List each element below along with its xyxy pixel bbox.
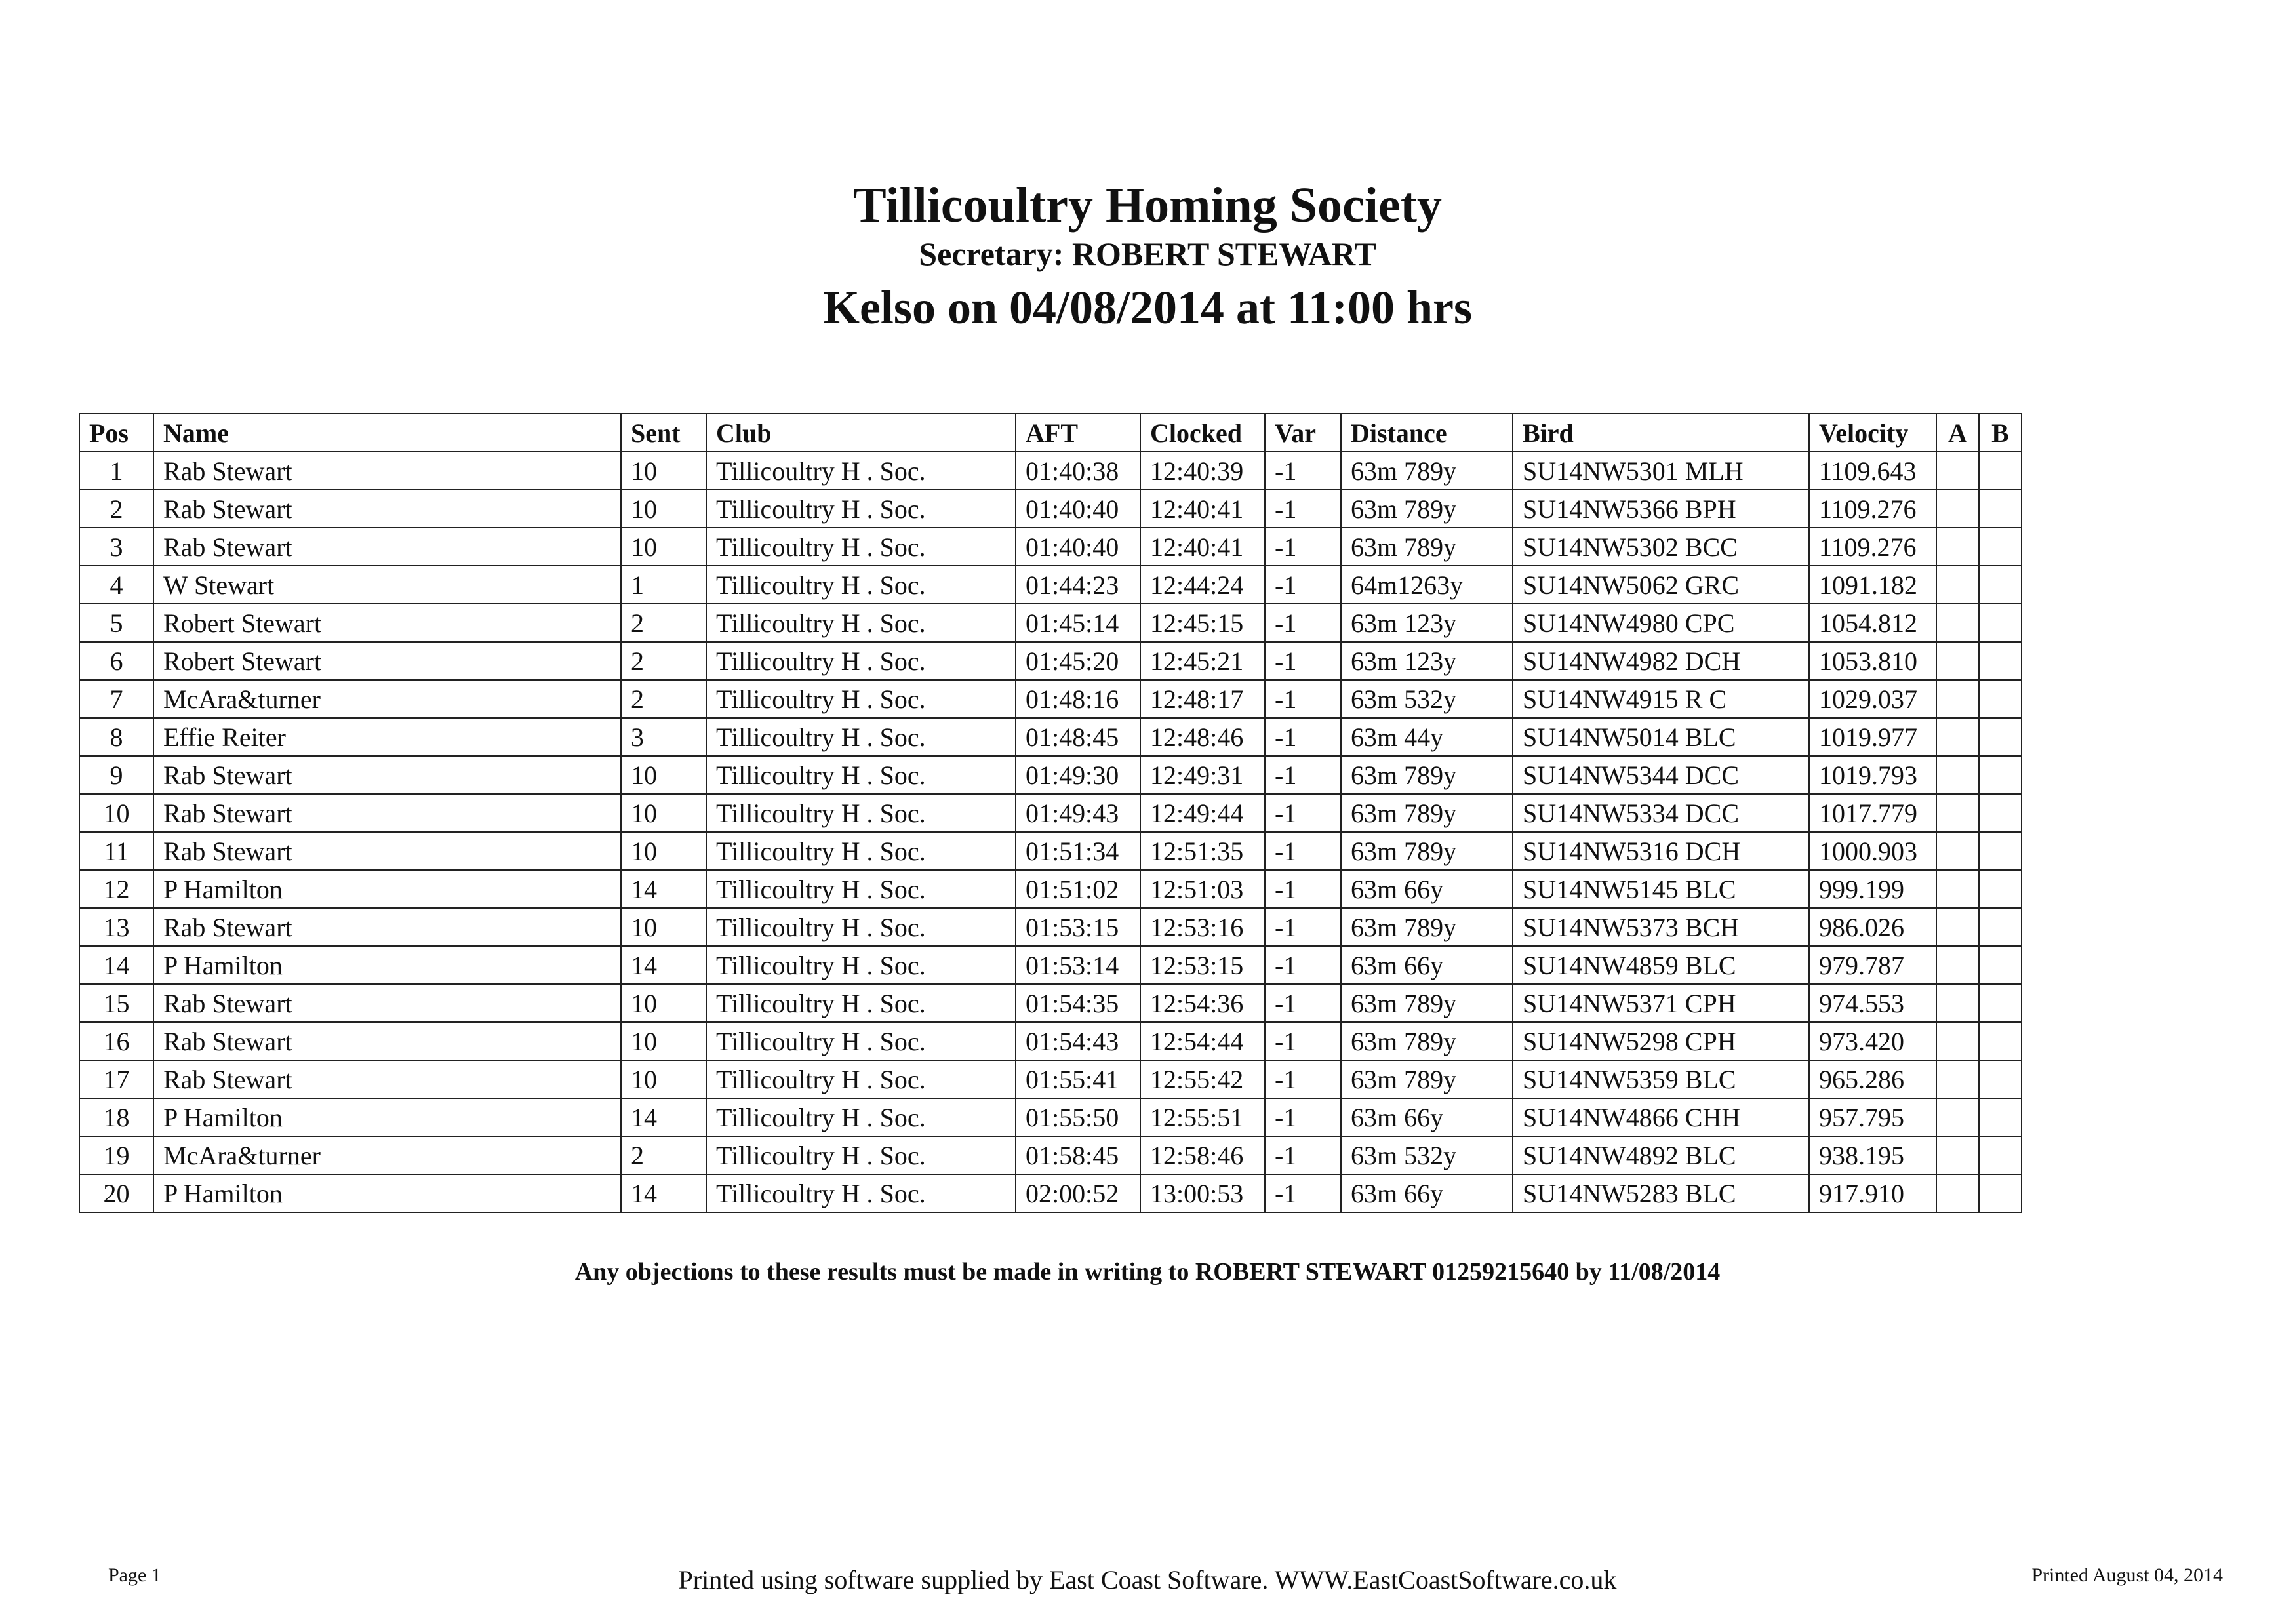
cell-velocity: 1109.643 [1809,452,1936,490]
cell-distance: 63m 789y [1341,756,1513,794]
cell-aft: 01:40:40 [1016,490,1140,528]
cell-b [1979,566,2022,604]
cell-pos: 19 [79,1136,153,1174]
cell-b [1979,832,2022,870]
cell-bird: SU14NW5145 BLC [1513,870,1809,908]
cell-var: -1 [1265,756,1341,794]
cell-name: P Hamilton [153,946,621,984]
cell-bird: SU14NW5373 BCH [1513,908,1809,946]
cell-clocked: 12:53:16 [1140,908,1265,946]
cell-a [1936,756,1979,794]
cell-distance: 63m 789y [1341,984,1513,1022]
cell-bird: SU14NW5316 DCH [1513,832,1809,870]
cell-a [1936,642,1979,680]
cell-a [1936,452,1979,490]
cell-a [1936,718,1979,756]
cell-a [1936,1136,1979,1174]
cell-bird: SU14NW5062 GRC [1513,566,1809,604]
cell-var: -1 [1265,566,1341,604]
cell-var: -1 [1265,1136,1341,1174]
cell-club: Tillicoultry H . Soc. [706,870,1016,908]
cell-b [1979,680,2022,718]
cell-velocity: 1091.182 [1809,566,1936,604]
cell-velocity: 1019.793 [1809,756,1936,794]
cell-bird: SU14NW5301 MLH [1513,452,1809,490]
table-row [79,718,2022,756]
cell-a [1936,528,1979,566]
cell-distance: 63m 789y [1341,908,1513,946]
cell-velocity: 1029.037 [1809,680,1936,718]
cell-var: -1 [1265,490,1341,528]
cell-a [1936,870,1979,908]
table-row [79,1098,2022,1136]
cell-aft: 01:54:35 [1016,984,1140,1022]
cell-aft: 01:53:14 [1016,946,1140,984]
cell-pos: 3 [79,528,153,566]
cell-pos: 20 [79,1174,153,1212]
cell-bird: SU14NW5344 DCC [1513,756,1809,794]
cell-aft: 01:55:41 [1016,1060,1140,1098]
cell-a [1936,1098,1979,1136]
cell-b [1979,452,2022,490]
cell-aft: 01:49:30 [1016,756,1140,794]
cell-pos: 14 [79,946,153,984]
cell-sent: 2 [621,642,706,680]
cell-sent: 10 [621,490,706,528]
column-header-var: Var [1265,414,1341,452]
cell-var: -1 [1265,832,1341,870]
cell-name: Rab Stewart [153,794,621,832]
cell-velocity: 917.910 [1809,1174,1936,1212]
cell-a [1936,1060,1979,1098]
cell-name: Rab Stewart [153,452,621,490]
cell-var: -1 [1265,1098,1341,1136]
cell-var: -1 [1265,604,1341,642]
column-header-club: Club [706,414,1016,452]
cell-b [1979,1174,2022,1212]
cell-name: McAra&turner [153,1136,621,1174]
cell-distance: 63m 123y [1341,604,1513,642]
cell-sent: 14 [621,946,706,984]
cell-aft: 01:58:45 [1016,1136,1140,1174]
cell-b [1979,490,2022,528]
cell-bird: SU14NW5283 BLC [1513,1174,1809,1212]
cell-distance: 63m 789y [1341,452,1513,490]
column-header-a: A [1936,414,1979,452]
cell-pos: 16 [79,1022,153,1060]
cell-b [1979,1060,2022,1098]
cell-pos: 4 [79,566,153,604]
cell-a [1936,1174,1979,1212]
cell-aft: 01:48:45 [1016,718,1140,756]
cell-name: P Hamilton [153,1174,621,1212]
software-credit: Printed using software supplied by East Coast Software. WWW.EastCoastSoftware.co.uk [678,1565,1617,1594]
cell-velocity: 973.420 [1809,1022,1936,1060]
cell-sent: 10 [621,756,706,794]
cell-var: -1 [1265,718,1341,756]
cell-distance: 64m1263y [1341,566,1513,604]
cell-aft: 01:40:40 [1016,528,1140,566]
table-row [79,566,2022,604]
cell-var: -1 [1265,642,1341,680]
cell-sent: 10 [621,1060,706,1098]
cell-club: Tillicoultry H . Soc. [706,490,1016,528]
objections-notice: Any objections to these results must be made in writing to ROBERT STEWART 01259215640 by 11/08/2014 [574,1258,1721,1286]
cell-clocked: 13:00:53 [1140,1174,1265,1212]
table-row [79,870,2022,908]
table-row [79,1022,2022,1060]
column-header-name: Name [153,414,621,452]
cell-distance: 63m 789y [1341,832,1513,870]
cell-velocity: 979.787 [1809,946,1936,984]
cell-clocked: 12:54:44 [1140,1022,1265,1060]
cell-club: Tillicoultry H . Soc. [706,908,1016,946]
table-row [79,642,2022,680]
cell-sent: 1 [621,566,706,604]
cell-distance: 63m 66y [1341,946,1513,984]
cell-pos: 10 [79,794,153,832]
cell-pos: 6 [79,642,153,680]
cell-var: -1 [1265,680,1341,718]
cell-club: Tillicoultry H . Soc. [706,946,1016,984]
cell-pos: 13 [79,908,153,946]
cell-name: Robert Stewart [153,642,621,680]
table-row [79,984,2022,1022]
cell-aft: 01:48:16 [1016,680,1140,718]
cell-sent: 2 [621,1136,706,1174]
cell-clocked: 12:49:44 [1140,794,1265,832]
cell-pos: 1 [79,452,153,490]
cell-bird: SU14NW5298 CPH [1513,1022,1809,1060]
cell-aft: 01:54:43 [1016,1022,1140,1060]
cell-velocity: 1109.276 [1809,490,1936,528]
cell-distance: 63m 789y [1341,794,1513,832]
cell-name: Effie Reiter [153,718,621,756]
cell-pos: 15 [79,984,153,1022]
cell-pos: 7 [79,680,153,718]
cell-pos: 5 [79,604,153,642]
cell-distance: 63m 532y [1341,680,1513,718]
table-row [79,680,2022,718]
cell-name: Rab Stewart [153,756,621,794]
cell-name: P Hamilton [153,1098,621,1136]
table-row [79,452,2022,490]
cell-velocity: 1054.812 [1809,604,1936,642]
race-heading: Kelso on 04/08/2014 at 11:00 hrs [822,281,1473,334]
cell-a [1936,908,1979,946]
cell-name: McAra&turner [153,680,621,718]
cell-distance: 63m 789y [1341,1022,1513,1060]
cell-var: -1 [1265,1174,1341,1212]
cell-bird: SU14NW4915 R C [1513,680,1809,718]
cell-clocked: 12:53:15 [1140,946,1265,984]
cell-club: Tillicoultry H . Soc. [706,794,1016,832]
cell-aft: 02:00:52 [1016,1174,1140,1212]
cell-pos: 12 [79,870,153,908]
cell-clocked: 12:55:42 [1140,1060,1265,1098]
column-header-sent: Sent [621,414,706,452]
cell-pos: 8 [79,718,153,756]
cell-bird: SU14NW4892 BLC [1513,1136,1809,1174]
cell-aft: 01:40:38 [1016,452,1140,490]
cell-var: -1 [1265,870,1341,908]
cell-var: -1 [1265,1060,1341,1098]
cell-a [1936,832,1979,870]
cell-distance: 63m 789y [1341,490,1513,528]
cell-club: Tillicoultry H . Soc. [706,1098,1016,1136]
secretary-line: Secretary: ROBERT STEWART [919,235,1376,272]
column-header-pos: Pos [79,414,153,452]
cell-clocked: 12:51:03 [1140,870,1265,908]
cell-sent: 2 [621,680,706,718]
column-header-velocity: Velocity [1809,414,1936,452]
cell-club: Tillicoultry H . Soc. [706,756,1016,794]
cell-pos: 18 [79,1098,153,1136]
results-table [79,413,2022,1213]
table-row [79,908,2022,946]
cell-a [1936,946,1979,984]
cell-var: -1 [1265,946,1341,984]
table-row [79,794,2022,832]
cell-aft: 01:45:14 [1016,604,1140,642]
cell-velocity: 957.795 [1809,1098,1936,1136]
cell-distance: 63m 66y [1341,870,1513,908]
cell-b [1979,756,2022,794]
cell-name: Rab Stewart [153,528,621,566]
cell-var: -1 [1265,1022,1341,1060]
cell-sent: 10 [621,984,706,1022]
cell-clocked: 12:40:41 [1140,528,1265,566]
cell-name: Rab Stewart [153,1060,621,1098]
cell-b [1979,1098,2022,1136]
cell-club: Tillicoultry H . Soc. [706,566,1016,604]
cell-velocity: 965.286 [1809,1060,1936,1098]
cell-sent: 14 [621,1174,706,1212]
cell-velocity: 986.026 [1809,908,1936,946]
cell-clocked: 12:48:46 [1140,718,1265,756]
cell-velocity: 1017.779 [1809,794,1936,832]
table-header-row [79,414,2022,452]
cell-distance: 63m 789y [1341,528,1513,566]
cell-bird: SU14NW5334 DCC [1513,794,1809,832]
cell-b [1979,1022,2022,1060]
cell-velocity: 1019.977 [1809,718,1936,756]
cell-clocked: 12:49:31 [1140,756,1265,794]
cell-distance: 63m 66y [1341,1174,1513,1212]
cell-distance: 63m 123y [1341,642,1513,680]
cell-clocked: 12:40:41 [1140,490,1265,528]
cell-sent: 14 [621,1098,706,1136]
cell-a [1936,680,1979,718]
cell-sent: 10 [621,452,706,490]
cell-b [1979,946,2022,984]
cell-velocity: 1053.810 [1809,642,1936,680]
printed-date: Printed August 04, 2014 [2031,1564,2223,1586]
cell-sent: 2 [621,604,706,642]
cell-bird: SU14NW4980 CPC [1513,604,1809,642]
column-header-clocked: Clocked [1140,414,1265,452]
cell-club: Tillicoultry H . Soc. [706,1136,1016,1174]
cell-sent: 10 [621,832,706,870]
cell-bird: SU14NW5371 CPH [1513,984,1809,1022]
cell-velocity: 974.553 [1809,984,1936,1022]
cell-bird: SU14NW4859 BLC [1513,946,1809,984]
cell-pos: 9 [79,756,153,794]
cell-a [1936,566,1979,604]
column-header-bird: Bird [1513,414,1809,452]
cell-bird: SU14NW4866 CHH [1513,1098,1809,1136]
cell-aft: 01:44:23 [1016,566,1140,604]
cell-club: Tillicoultry H . Soc. [706,984,1016,1022]
cell-name: W Stewart [153,566,621,604]
cell-clocked: 12:40:39 [1140,452,1265,490]
cell-club: Tillicoultry H . Soc. [706,832,1016,870]
cell-aft: 01:49:43 [1016,794,1140,832]
cell-distance: 63m 66y [1341,1098,1513,1136]
cell-bird: SU14NW5366 BPH [1513,490,1809,528]
cell-bird: SU14NW5302 BCC [1513,528,1809,566]
cell-a [1936,490,1979,528]
table-row [79,604,2022,642]
cell-club: Tillicoultry H . Soc. [706,1174,1016,1212]
cell-clocked: 12:58:46 [1140,1136,1265,1174]
cell-velocity: 1109.276 [1809,528,1936,566]
cell-pos: 2 [79,490,153,528]
cell-aft: 01:55:50 [1016,1098,1140,1136]
cell-club: Tillicoultry H . Soc. [706,1060,1016,1098]
cell-club: Tillicoultry H . Soc. [706,718,1016,756]
cell-sent: 10 [621,794,706,832]
table-row [79,946,2022,984]
cell-velocity: 938.195 [1809,1136,1936,1174]
cell-aft: 01:53:15 [1016,908,1140,946]
page-number: Page 1 [108,1564,161,1586]
cell-b [1979,870,2022,908]
cell-bird: SU14NW4982 DCH [1513,642,1809,680]
cell-bird: SU14NW5359 BLC [1513,1060,1809,1098]
cell-b [1979,604,2022,642]
cell-club: Tillicoultry H . Soc. [706,1022,1016,1060]
cell-pos: 11 [79,832,153,870]
table-row [79,490,2022,528]
cell-var: -1 [1265,794,1341,832]
cell-aft: 01:51:34 [1016,832,1140,870]
cell-b [1979,984,2022,1022]
cell-pos: 17 [79,1060,153,1098]
cell-club: Tillicoultry H . Soc. [706,680,1016,718]
cell-clocked: 12:54:36 [1140,984,1265,1022]
cell-name: P Hamilton [153,870,621,908]
cell-clocked: 12:51:35 [1140,832,1265,870]
table-row [79,1136,2022,1174]
cell-name: Rab Stewart [153,908,621,946]
table-row [79,528,2022,566]
cell-aft: 01:45:20 [1016,642,1140,680]
cell-b [1979,794,2022,832]
cell-b [1979,642,2022,680]
table-row [79,1060,2022,1098]
cell-club: Tillicoultry H . Soc. [706,604,1016,642]
document-title: Tillicoultry Homing Society [853,178,1442,233]
cell-name: Robert Stewart [153,604,621,642]
cell-club: Tillicoultry H . Soc. [706,452,1016,490]
cell-clocked: 12:48:17 [1140,680,1265,718]
column-header-b: B [1979,414,2022,452]
cell-sent: 14 [621,870,706,908]
cell-b [1979,1136,2022,1174]
cell-a [1936,1022,1979,1060]
cell-club: Tillicoultry H . Soc. [706,528,1016,566]
cell-a [1936,984,1979,1022]
cell-sent: 10 [621,528,706,566]
cell-name: Rab Stewart [153,984,621,1022]
cell-clocked: 12:45:15 [1140,604,1265,642]
cell-distance: 63m 44y [1341,718,1513,756]
table-row [79,832,2022,870]
cell-var: -1 [1265,528,1341,566]
cell-clocked: 12:45:21 [1140,642,1265,680]
table-row [79,1174,2022,1212]
cell-velocity: 1000.903 [1809,832,1936,870]
cell-var: -1 [1265,452,1341,490]
cell-b [1979,528,2022,566]
cell-distance: 63m 789y [1341,1060,1513,1098]
cell-bird: SU14NW5014 BLC [1513,718,1809,756]
cell-distance: 63m 532y [1341,1136,1513,1174]
cell-a [1936,604,1979,642]
column-header-aft: AFT [1016,414,1140,452]
cell-aft: 01:51:02 [1016,870,1140,908]
cell-b [1979,908,2022,946]
cell-var: -1 [1265,984,1341,1022]
cell-sent: 10 [621,1022,706,1060]
cell-a [1936,794,1979,832]
results-body [79,452,2022,1212]
cell-name: Rab Stewart [153,832,621,870]
cell-clocked: 12:44:24 [1140,566,1265,604]
cell-sent: 10 [621,908,706,946]
cell-b [1979,718,2022,756]
cell-var: -1 [1265,908,1341,946]
cell-name: Rab Stewart [153,490,621,528]
table-row [79,756,2022,794]
cell-name: Rab Stewart [153,1022,621,1060]
cell-club: Tillicoultry H . Soc. [706,642,1016,680]
cell-sent: 3 [621,718,706,756]
cell-velocity: 999.199 [1809,870,1936,908]
cell-clocked: 12:55:51 [1140,1098,1265,1136]
column-header-distance: Distance [1341,414,1513,452]
